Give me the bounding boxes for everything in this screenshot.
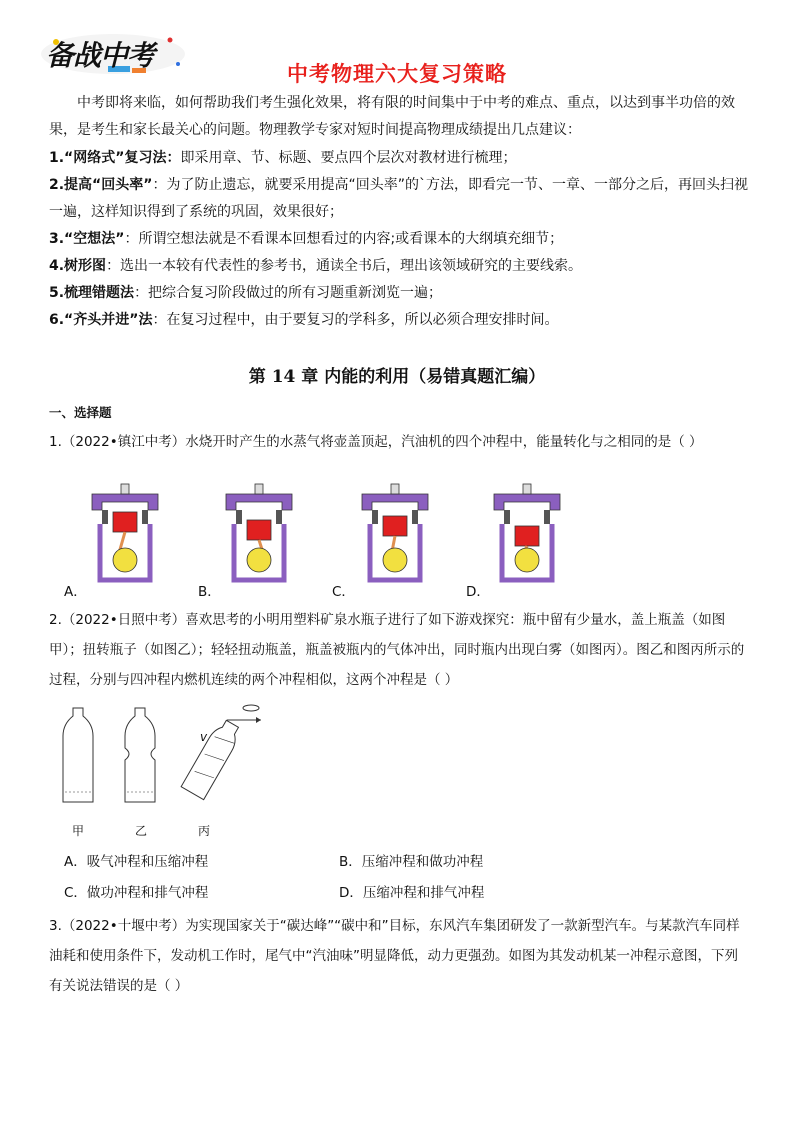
engine-diagram-d (492, 480, 562, 589)
q2-option-a: A．吸气冲程和压缩冲程 (64, 854, 209, 870)
q1-option-b: B． (198, 584, 221, 600)
q2-option-d: D．压缩冲程和排气冲程 (339, 885, 485, 901)
q2-option-c: C．做功冲程和排气冲程 (64, 885, 209, 901)
fig-label-bing: 丙 (198, 824, 211, 838)
chapter-heading: 第 14 章 内能的利用（易错真题汇编） (248, 367, 546, 387)
tip-6 (49, 307, 749, 334)
bottle-figures (55, 700, 265, 814)
engine-diagram-b (224, 480, 294, 589)
tip-lead: 6.“齐头并进”法 (49, 312, 153, 328)
tip-lead: 2.提高“回头率” (49, 177, 153, 193)
tip-1 (49, 145, 749, 172)
q1-option-a: A． (64, 584, 87, 600)
q1-option-d: D． (466, 584, 490, 600)
tip-2 (49, 172, 749, 226)
engine-diagram-a (90, 480, 160, 589)
question-3-text: 3.（2022•十堰中考）为实现国家关于“碳达峰”“碳中和”目标，东风汽车集团研发了一款新型汽车。与某款汽车同样油耗和使用条件下，发动机工作时，尾气中“汽油味”明显降低，动力更强劲。如图为其发动机某一冲程示意图，下列有关说法错误的是（ ） (49, 918, 740, 994)
engine-diagram-c (360, 480, 430, 589)
tip-text: ：把综合复习阶段做过的所有习题重新浏览一遍； (134, 285, 443, 301)
tip-5 (49, 280, 749, 307)
tip-4 (49, 253, 749, 280)
tip-lead: 1.“网络式”复习法： (49, 150, 181, 166)
tip-text: 即采用章、节、标题、要点四个层次对教材进行梳理； (180, 150, 517, 166)
question-2-text: 2.（2022•日照中考）喜欢思考的小明用塑料矿泉水瓶子进行了如下游戏探究：瓶中留有少量水，盖上瓶盖（如图甲）；扭转瓶子（如图乙）；轻轻扭动瓶盖，瓶盖被瓶内的气体冲出，同时瓶内出现白雾（如图丙）。图乙和图丙所示的过程，分别与四冲程内燃机连续的两个冲程相似，这两个冲程是（ ） (49, 612, 745, 688)
question-1-text: 1.（2022•镇江中考）水烧开时产生的水蒸气将壶盖顶起，汽油机的四个冲程中，能量转化与之相同的是（ ） (49, 434, 703, 450)
intro-paragraph: 中考即将来临，如何帮助我们考生强化效果，将有限的时间集中于中考的难点、重点，以达到事半功倍的效果，是考生和家长最关心的问题。物理教学专家对短时间提高物理成绩提出几点建议： (49, 95, 735, 138)
fig-label-jia: 甲 (72, 824, 85, 838)
tip-text: ：为了防止遗忘，就要采用提高“回头率”的`方法，即看完一节、一章、一部分之后，再回头扫视一遍，这样知识得到了系统的巩固，效果很好； (49, 177, 748, 220)
q2-option-b: B．压缩冲程和做功冲程 (339, 854, 484, 870)
logo-text: 备战中考 (46, 39, 155, 72)
tip-lead: 3.“空想法” (49, 231, 125, 247)
tip-text: ：所谓空想法就是不看课本回想看过的内容;或看课本的大纲填充细节； (124, 231, 564, 247)
tip-lead: 4.树形图 (49, 258, 107, 274)
section-heading: 一、选择题 (49, 405, 112, 420)
velocity-label: v (200, 730, 208, 744)
fig-label-yi: 乙 (135, 824, 148, 838)
page-title: 中考物理六大复习策略 (287, 62, 507, 86)
q1-option-c: C． (332, 584, 355, 600)
tip-lead: 5.梳理错题法 (49, 285, 135, 301)
tip-text: ：选出一本较有代表性的参考书，通读全书后，理出该领域研究的主要线索。 (106, 258, 583, 274)
tip-text: ：在复习过程中，由于要复习的学科多，所以必须合理安排时间。 (152, 312, 559, 328)
tip-3 (49, 226, 749, 253)
